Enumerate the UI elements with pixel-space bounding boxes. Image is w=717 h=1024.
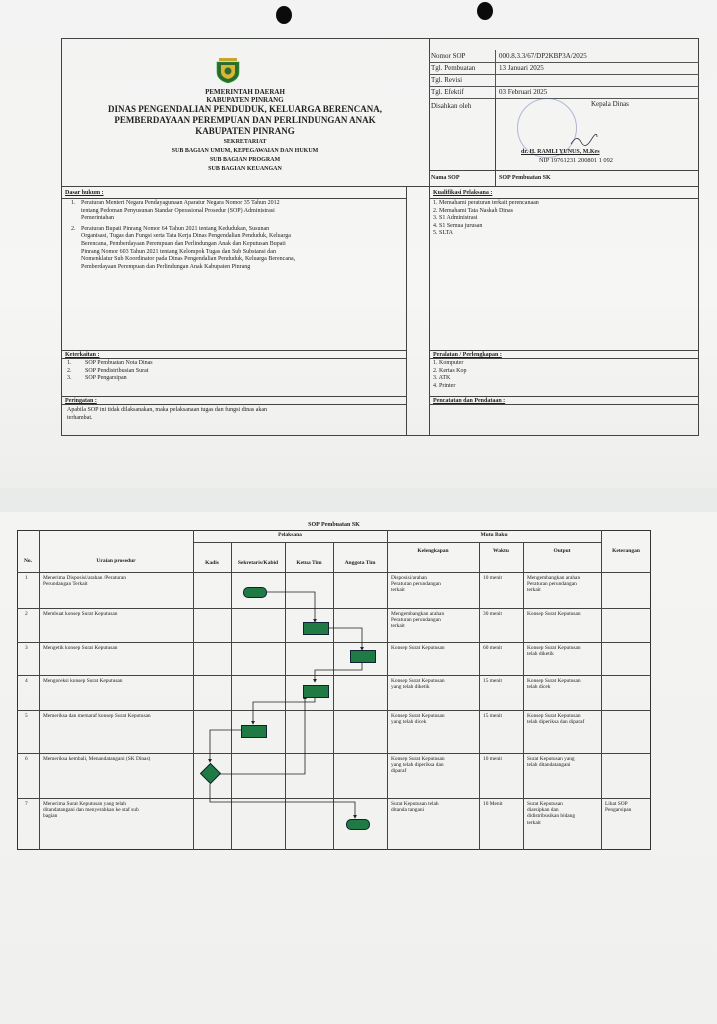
row-kelengkapan-line: Disposisi/arahan (391, 575, 427, 581)
header-waktu: Waktu (493, 548, 509, 554)
dasar-hukum-title: Dasar hukum : (65, 190, 104, 196)
kualifikasi-list (433, 200, 539, 238)
nama-sop-label: Nama SOP (431, 175, 460, 181)
info-pembuatan: Tgl. Pembuatan 13 Januari 2025 (429, 62, 699, 75)
row-waktu: 15 menit (483, 713, 503, 719)
row-kelengkapan-line: terkait (391, 587, 405, 594)
kualifikasi-item: 1. Memahami peraturan terkait perencanaan (433, 200, 539, 206)
row-output-line: Konsep Surat Keputusan (527, 611, 581, 617)
row-kelengkapan-line: Mengembangkan arahan (391, 611, 445, 617)
signer-name: dr. H. RAMLI YUNUS, M.Kes (521, 149, 600, 155)
nama-sop-value: SOP Pembuatan SK (499, 175, 551, 181)
peringatan-title: Peringatan : (65, 398, 97, 404)
process-box-ketua-tim (303, 622, 329, 635)
dasar-hukum-line (67, 264, 295, 272)
row-waktu: 15 menit (483, 678, 503, 684)
row-uraian-line: Mengetik konsep Surat Keputusan (43, 645, 118, 651)
regency-logo (213, 56, 243, 84)
dasar-hukum-text: Berencana, Pemberdayaan Perempuan dan Perlindungan Anak dan Keputusan Bupati (81, 240, 286, 247)
government-label: PEMERINTAH DAERAH (205, 88, 285, 96)
row-number: 7 (25, 801, 28, 807)
header-kelengkapan: Kelengkapan (417, 548, 449, 554)
keterkaitan-number: 3. (67, 375, 72, 382)
sop-flowchart-table (17, 522, 651, 850)
row-output-line: Peraturan perundangan (527, 581, 577, 588)
header-no: No. (23, 558, 33, 564)
dasar-hukum-text: Peraturan Bupati Pinrang Nomor 64 Tahun 2021 tentang Kedudukan, Susunan (81, 225, 270, 232)
row-number: 2 (25, 611, 28, 617)
row-output-line: telah ditandatangani (527, 762, 571, 769)
flow-title: SOP Pembuatan SK (308, 522, 360, 528)
row-waktu: 60 menit (483, 645, 503, 651)
row-waktu: 10 menit (483, 575, 503, 581)
dasar-hukum-text: Organisasi, Tugas dan Fungsi serta Tata Kerja Dinas Pengendalian Penduduk, Keluarga (81, 233, 291, 240)
keterkaitan-item (67, 375, 153, 383)
kualifikasi-item: 4. S1 Semua jurusan (433, 222, 483, 229)
header-pelaksana: Pelaksana (278, 532, 302, 538)
dasar-hukum-text: Pinrang Nomor 603 Tahun 2021 tentang Kelompok Tugas dan Sub Substansi dan (81, 248, 276, 255)
info-nomor: Nomor SOP 000.8.3.3/67/DP2KBP3A/2025 (429, 50, 699, 63)
dasar-hukum-list (67, 200, 295, 271)
peringatan-text-1: Apabila SOP ini tidak dilaksanakan, maka pelaksanaan tugas dan fungsi dinas akan (67, 407, 268, 413)
kepala-dinas-label: Kepala Dinas (591, 100, 629, 108)
keterkaitan-number: 2. (67, 367, 72, 374)
regency-label: KABUPATEN PINRANG (206, 96, 284, 104)
row-uraian-line: Perundangan Terkait (43, 581, 88, 588)
row-kelengkapan-line: yang telah diketik (391, 684, 430, 691)
dasar-hukum-text: tentang Pedoman Penyusunan Standar Operasional Prosedur (SOP) Administrasi (81, 207, 275, 214)
header-actor-ketua-tim: Ketua Tim (296, 560, 322, 566)
row-output-line: telah dicek (527, 684, 551, 691)
row-kelengkapan-line: Surat Keputusan telah (391, 801, 439, 807)
header-actor-anggota-tim: Anggota Tim (344, 560, 376, 566)
sop-identity-sheet (61, 38, 699, 436)
row-uraian-line: Mengoreksi konsep Surat Keputusan (43, 678, 123, 684)
agency-line-3: KABUPATEN PINRANG (195, 126, 295, 136)
info-revisi: Tgl. Revisi (429, 74, 699, 87)
keterkaitan-number: 1. (67, 360, 72, 366)
row-number: 4 (25, 678, 28, 684)
dasar-hukum-number: 1. (71, 200, 76, 206)
peringatan-text-2: terhambat. (67, 415, 93, 421)
dasar-hukum-line (67, 226, 295, 234)
header-keterangan: Keterangan (612, 548, 640, 554)
agency-line-1: DINAS PENGENDALIAN PENDUDUK, KELUARGA BERENCANA, (107, 104, 383, 114)
dasar-hukum-text: Peraturan Menteri Negara Pendayagunaan Aparatur Negara Nomor 35 Tahun 2012 (81, 200, 280, 206)
start-terminator (243, 587, 267, 598)
dasar-hukum-text: Pemerintahan (81, 215, 114, 222)
dasar-hukum-line (67, 200, 295, 208)
row-waktu: 10 menit (483, 756, 503, 762)
row-output-line: Mengembangkan arahan (527, 575, 581, 581)
disahkan-label: Disahkan oleh (431, 102, 472, 110)
row-kelengkapan-line: yang telah diperiksa dan (391, 762, 444, 769)
kualifikasi-item: 3. S1 Administrasi (433, 215, 478, 222)
header-uraian: Uraian prosedur (96, 558, 136, 564)
row-number: 5 (25, 713, 28, 719)
department-label: SEKRETARIAT (223, 139, 267, 145)
row-kelengkapan-line: Peraturan perundangan (391, 581, 441, 588)
keterkaitan-text: SOP Pengarsipan (85, 375, 127, 382)
dasar-hukum-line (67, 241, 295, 249)
flow-connectors (17, 530, 651, 850)
row-number: 1 (25, 575, 28, 581)
info-efektif: Tgl. Efektif 03 Februari 2025 (429, 86, 699, 99)
header-actor-kadis: Kadis (205, 560, 219, 566)
pencatatan-title: Pencatatan dan Pendataan : (433, 398, 506, 404)
row-number: 6 (25, 756, 28, 762)
punch-hole (276, 6, 292, 24)
row-kelengkapan-line: Peraturan perundangan (391, 617, 441, 624)
row-output-line: telah diketik (527, 651, 554, 658)
dasar-hukum-line (67, 256, 295, 264)
keterkaitan-list (67, 360, 153, 383)
peralatan-item: 1. Komputer (433, 360, 464, 366)
row-kelengkapan-line: diparaf (391, 768, 407, 775)
sub-department-2: SUB BAGIAN PROGRAM (209, 157, 281, 163)
process-box-sekretaris (241, 725, 267, 738)
kualifikasi-item: 2. Memahami Tata Naskah Dinas (433, 207, 513, 214)
header-mutu-baku: Mutu Baku (480, 532, 508, 538)
dasar-hukum-line (67, 215, 295, 223)
signature (569, 134, 599, 148)
row-waktu: 10 Menit (483, 801, 503, 807)
row-uraian-line: Memeriksa dan memaraf konsep Surat Keputusan (43, 713, 151, 719)
keterkaitan-item (67, 368, 153, 376)
row-output-line: terkait (527, 587, 541, 594)
punch-hole (477, 2, 493, 20)
row-uraian-line: bagian (43, 813, 58, 820)
end-terminator (346, 819, 370, 830)
row-uraian-line: ditandatangani dan menyerahkan ke staf sub (43, 807, 139, 814)
row-uraian-line: Membuat konsep Surat Keputusan (43, 611, 118, 617)
sop-info-table (429, 38, 699, 186)
row-kelengkapan-line: Konsep Surat Keputusan (391, 645, 445, 651)
row-uraian-line: Menerima Disposisi/arahan /Peraturan (43, 575, 126, 581)
dasar-hukum-line (67, 249, 295, 257)
kualifikasi-item: 5. SLTA (433, 230, 453, 237)
top-document-page (0, 0, 717, 488)
peralatan-item: 2. Kertas Kop (433, 367, 467, 374)
keterkaitan-text: SOP Pembuatan Nota Dinas (85, 360, 153, 366)
header-output: Output (553, 548, 571, 554)
row-output-line: didistribusikan bidang (527, 813, 576, 820)
row-kelengkapan-line: Konsep Surat Keputusan (391, 756, 445, 762)
dasar-hukum-line (67, 208, 295, 216)
sub-department-1: SUB BAGIAN UMUM, KEPEGAWAIAN DAN HUKUM (171, 148, 319, 154)
row-output-line: Surat Keputusan yang (527, 756, 575, 762)
keterkaitan-title: Keterkaitan : (65, 352, 100, 358)
process-box-anggota-tim (350, 650, 376, 663)
row-keterangan-line: Lihat SOP (605, 801, 628, 807)
keterkaitan-text: SOP Pendistribusian Surat (85, 367, 149, 374)
row-output-line: terkait (527, 819, 541, 826)
row-uraian-line: Memeriksa kembali, Menandatangani (SK Dinas) (43, 756, 151, 762)
row-kelengkapan-line: Konsep Surat Keputusan (391, 713, 445, 719)
agency-line-2: PEMBERDAYAAN PEREMPUAN DAN PERLINDUNGAN ANAK (114, 115, 376, 125)
process-box-ketua-tim-koreksi (303, 685, 329, 698)
row-output-line: Surat Keputusan (527, 801, 563, 807)
row-number: 3 (25, 645, 28, 651)
dasar-hukum-text: Nomenklatur Sub Koordinator pada Dinas Pengendalian Penduduk, Keluarga Berencana, (81, 256, 296, 263)
keterkaitan-item (67, 360, 153, 368)
signer-nip: NIP 19761231 200801 1 092 (539, 157, 613, 164)
row-kelengkapan-line: yang telah dicek (391, 719, 427, 726)
row-waktu: 30 menit (483, 611, 503, 617)
row-uraian-line: Menerima Surat Keputusan yang telah (43, 801, 126, 807)
peralatan-item: 4. Printer (433, 382, 456, 389)
row-output-line: Konsep Surat Keputusan (527, 678, 581, 684)
peralatan-title: Peralatan / Perlengkapan : (433, 352, 502, 358)
dasar-hukum-number: 2. (71, 225, 76, 232)
row-kelengkapan-line: terkait (391, 623, 405, 630)
row-output-line: telah diperiksa dan diparaf (527, 719, 585, 726)
row-output-line: diarsipkan dan (527, 807, 559, 814)
row-kelengkapan-line: Konsep Surat Keputusan (391, 678, 445, 684)
row-output-line: Konsep Surat Keputusan (527, 713, 581, 719)
kualifikasi-title: Kualifikasi Pelaksana : (433, 190, 493, 196)
row-keterangan-line: Pengarsipan (605, 807, 632, 814)
row-kelengkapan-line: ditanda tangani (391, 807, 425, 814)
peralatan-item: 3. ATK (433, 375, 451, 382)
dasar-hukum-text: Pemberdayaan Perempuan dan Perlindungan Anak Kabupaten Pinrang (81, 263, 251, 270)
sub-department-3: SUB BAGIAN KEUANGAN (208, 166, 282, 172)
header-actor-sekretaris-kabid: Sekretaris/Kabid (237, 560, 279, 566)
dasar-hukum-line (67, 233, 295, 241)
row-output-line: Konsep Surat Keputusan (527, 645, 581, 651)
peralatan-list (433, 360, 467, 390)
